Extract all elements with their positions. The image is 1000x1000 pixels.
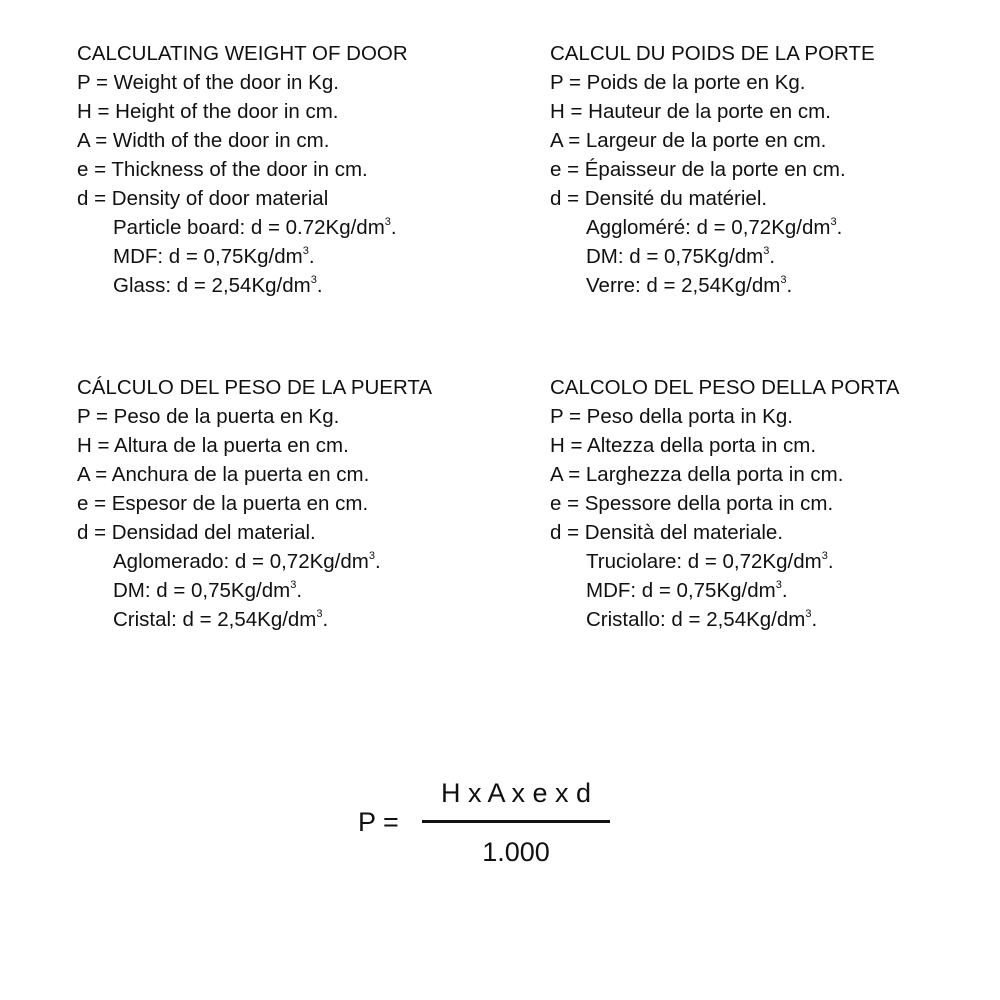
density-text: Truciolare: d = 0,72Kg/dm bbox=[586, 550, 822, 573]
density-text: MDF: d = 0,75Kg/dm bbox=[113, 245, 303, 268]
density-text: Particle board: d = 0.72Kg/dm bbox=[113, 216, 385, 239]
formula-denominator: 1.000 bbox=[482, 837, 550, 867]
density-text: DM: d = 0,75Kg/dm bbox=[113, 579, 291, 602]
width-definition: A = Width of the door in cm. bbox=[77, 129, 330, 152]
density-particle-board bbox=[77, 213, 408, 242]
density-definition: d = Density of door material bbox=[77, 187, 329, 210]
density-text: Verre: d = 2,54Kg/dm bbox=[586, 274, 781, 297]
period: . bbox=[390, 216, 397, 239]
density-mdf bbox=[550, 576, 899, 605]
exponent: 3 bbox=[316, 608, 323, 620]
weight-definition: P = Peso della porta in Kg. bbox=[550, 405, 793, 428]
exponent: 3 bbox=[763, 245, 770, 257]
period: . bbox=[811, 608, 818, 631]
period: . bbox=[374, 550, 381, 573]
height-definition: H = Height of the door in cm. bbox=[77, 100, 339, 123]
density-particle-board bbox=[550, 213, 875, 242]
width-definition: A = Anchura de la puerta en cm. bbox=[77, 463, 370, 486]
english-section bbox=[77, 39, 408, 300]
exponent: 3 bbox=[302, 245, 309, 257]
exponent: 3 bbox=[290, 579, 297, 591]
density-text: Cristallo: d = 2,54Kg/dm bbox=[586, 608, 806, 631]
density-definition: d = Densità del materiale. bbox=[550, 521, 784, 544]
height-definition: H = Altezza della porta in cm. bbox=[550, 434, 817, 457]
density-glass bbox=[550, 605, 899, 634]
period: . bbox=[769, 245, 776, 268]
section-title: CALCULATING WEIGHT OF DOOR bbox=[77, 42, 408, 65]
density-glass bbox=[77, 271, 408, 300]
exponent: 3 bbox=[310, 274, 317, 286]
period: . bbox=[836, 216, 843, 239]
density-particle-board bbox=[77, 547, 432, 576]
formula-numerator: H x A x e x d bbox=[440, 778, 592, 808]
width-definition: A = Largeur de la porte en cm. bbox=[550, 129, 827, 152]
density-mdf bbox=[77, 576, 432, 605]
spanish-section bbox=[77, 373, 432, 634]
thickness-definition: e = Spessore della porta in cm. bbox=[550, 492, 834, 515]
section-title: CÁLCULO DEL PESO DE LA PUERTA bbox=[77, 376, 433, 399]
density-text: Aggloméré: d = 0,72Kg/dm bbox=[586, 216, 831, 239]
density-mdf bbox=[77, 242, 408, 271]
period: . bbox=[322, 608, 329, 631]
french-section bbox=[550, 39, 875, 300]
density-text: Cristal: d = 2,54Kg/dm bbox=[113, 608, 317, 631]
exponent: 3 bbox=[368, 550, 375, 562]
thickness-definition: e = Espesor de la puerta en cm. bbox=[77, 492, 369, 515]
period: . bbox=[827, 550, 834, 573]
italian-section bbox=[550, 373, 899, 634]
period: . bbox=[781, 579, 788, 602]
height-definition: H = Hauteur de la porte en cm. bbox=[550, 100, 831, 123]
period: . bbox=[786, 274, 793, 297]
exponent: 3 bbox=[830, 216, 837, 228]
density-text: MDF: d = 0,75Kg/dm bbox=[586, 579, 776, 602]
density-definition: d = Densidad del material. bbox=[77, 521, 316, 544]
exponent: 3 bbox=[775, 579, 782, 591]
section-title: CALCUL DU POIDS DE LA PORTE bbox=[550, 42, 875, 65]
density-text: DM: d = 0,75Kg/dm bbox=[586, 245, 764, 268]
weight-definition: P = Weight of the door in Kg. bbox=[77, 71, 339, 94]
density-definition: d = Densité du matériel. bbox=[550, 187, 768, 210]
density-text: Aglomerado: d = 0,72Kg/dm bbox=[113, 550, 369, 573]
period: . bbox=[296, 579, 303, 602]
weight-definition: P = Peso de la puerta en Kg. bbox=[77, 405, 340, 428]
density-mdf bbox=[550, 242, 875, 271]
formula-lhs: P = bbox=[358, 807, 399, 837]
exponent: 3 bbox=[805, 608, 812, 620]
thickness-definition: e = Thickness of the door in cm. bbox=[77, 158, 368, 181]
section-title: CALCOLO DEL PESO DELLA PORTA bbox=[550, 376, 900, 399]
period: . bbox=[316, 274, 323, 297]
density-glass bbox=[77, 605, 432, 634]
density-particle-board bbox=[550, 547, 899, 576]
exponent: 3 bbox=[821, 550, 828, 562]
period: . bbox=[308, 245, 315, 268]
density-glass bbox=[550, 271, 875, 300]
fraction-bar bbox=[422, 820, 610, 823]
density-text: Glass: d = 2,54Kg/dm bbox=[113, 274, 311, 297]
exponent: 3 bbox=[780, 274, 787, 286]
weight-definition: P = Poids de la porte en Kg. bbox=[550, 71, 806, 94]
width-definition: A = Larghezza della porta in cm. bbox=[550, 463, 844, 486]
height-definition: H = Altura de la puerta en cm. bbox=[77, 434, 349, 457]
exponent: 3 bbox=[384, 216, 391, 228]
thickness-definition: e = Épaisseur de la porte en cm. bbox=[550, 158, 846, 181]
